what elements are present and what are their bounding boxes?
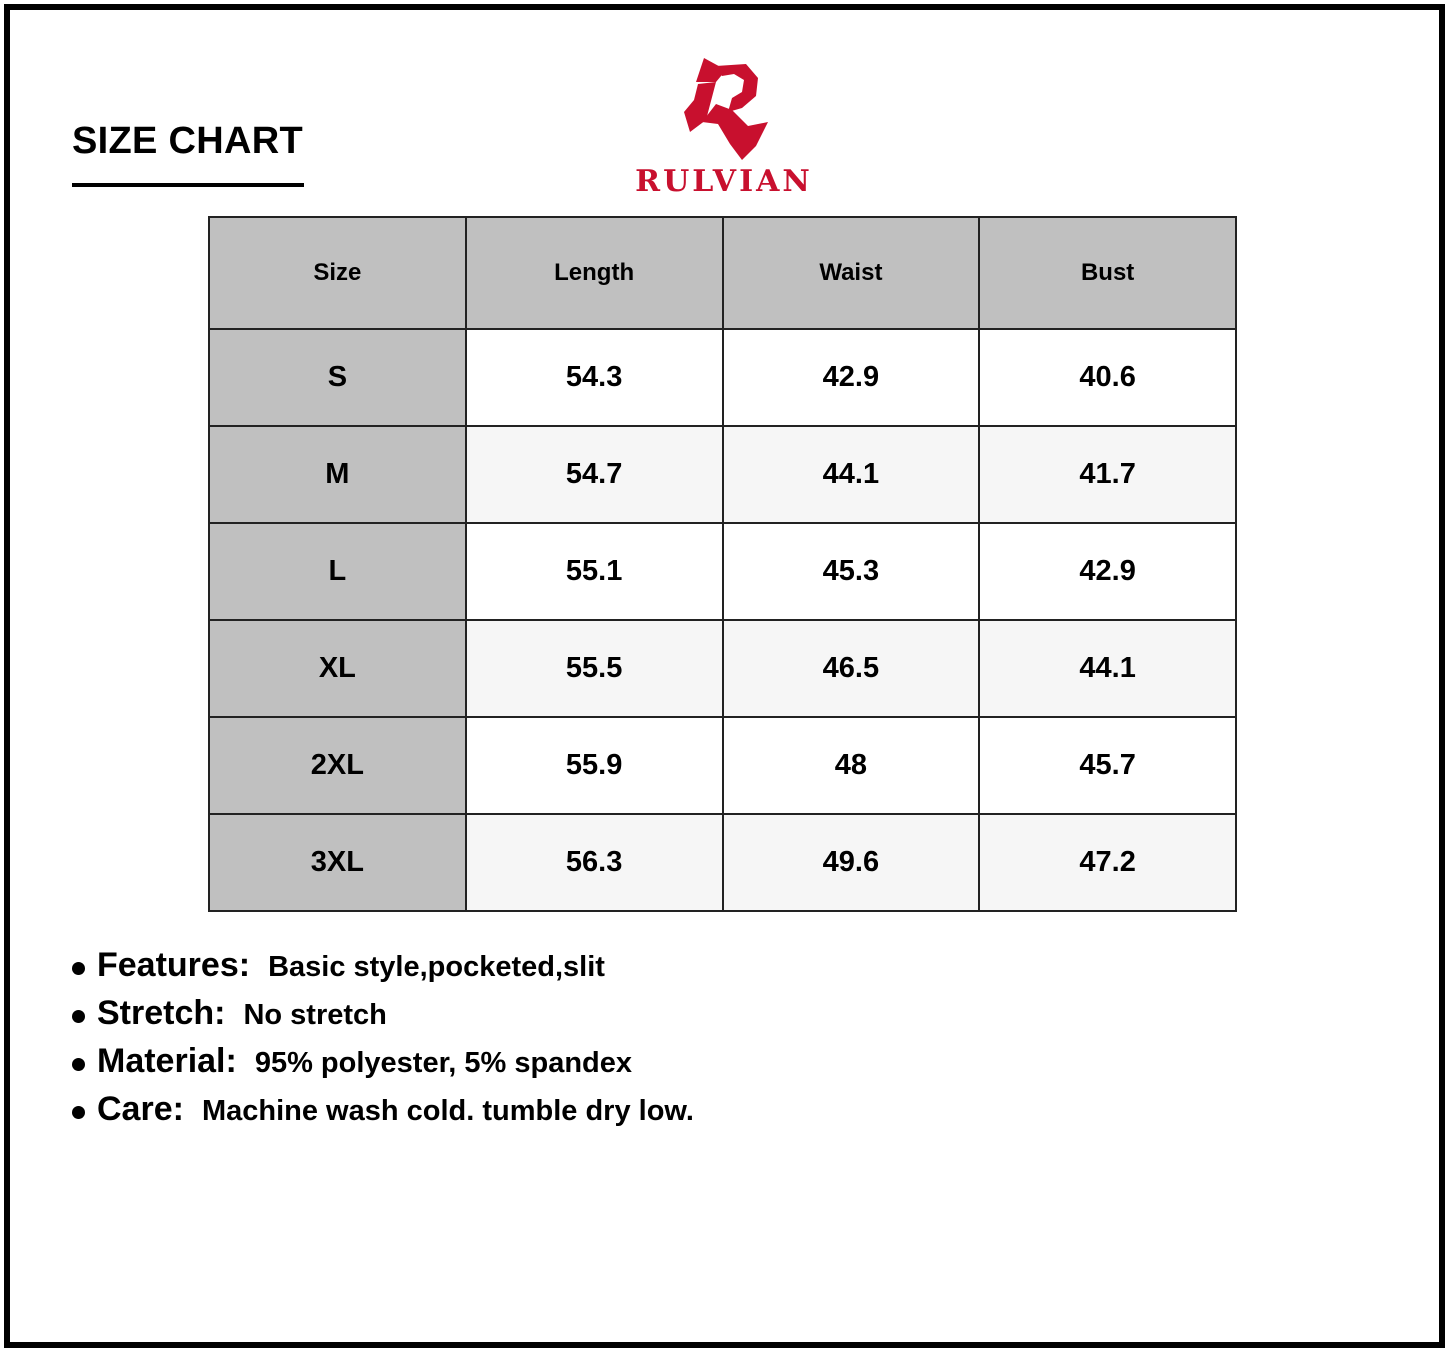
column-header-bust: Bust <box>979 217 1236 329</box>
size-cell: S <box>209 329 466 426</box>
table-row <box>209 814 1236 911</box>
spec-label: Care: <box>97 1090 184 1128</box>
spec-stretch <box>72 994 694 1042</box>
size-cell: M <box>209 426 466 523</box>
waist-cell: 42.9 <box>723 329 980 426</box>
product-specs <box>72 946 694 1138</box>
table-row <box>209 620 1236 717</box>
bullet-icon <box>72 962 85 975</box>
spec-value: Basic style,pocketed,slit <box>268 951 605 983</box>
bullet-icon <box>72 1010 85 1023</box>
length-cell: 55.5 <box>466 620 723 717</box>
brand-name: RULVIAN <box>635 164 813 199</box>
page-title: SIZE CHART <box>72 120 303 162</box>
size-cell: L <box>209 523 466 620</box>
title-underline <box>72 183 304 187</box>
table-row <box>209 717 1236 814</box>
bust-cell: 41.7 <box>979 426 1236 523</box>
spec-value: Machine wash cold. tumble dry low. <box>201 1095 694 1127</box>
bust-cell: 40.6 <box>979 329 1236 426</box>
table-header-row <box>209 217 1236 329</box>
table-row <box>209 523 1236 620</box>
length-cell: 56.3 <box>466 814 723 911</box>
waist-cell: 48 <box>723 717 980 814</box>
length-cell: 55.9 <box>466 717 723 814</box>
brand-logo <box>626 52 822 202</box>
spec-features <box>72 946 694 994</box>
spec-care <box>72 1090 694 1138</box>
brand-logo-icon <box>676 52 772 164</box>
waist-cell: 44.1 <box>723 426 980 523</box>
bullet-icon <box>72 1106 85 1119</box>
length-cell: 54.3 <box>466 329 723 426</box>
length-cell: 54.7 <box>466 426 723 523</box>
spec-label: Features: <box>97 946 251 984</box>
column-header-length: Length <box>466 217 723 329</box>
bust-cell: 44.1 <box>979 620 1236 717</box>
size-cell: XL <box>209 620 466 717</box>
bust-cell: 47.2 <box>979 814 1236 911</box>
spec-value: 95% polyester, 5% spandex <box>254 1047 633 1079</box>
length-cell: 55.1 <box>466 523 723 620</box>
spec-value: No stretch <box>243 999 387 1031</box>
spec-material <box>72 1042 694 1090</box>
size-cell: 2XL <box>209 717 466 814</box>
bullet-icon <box>72 1058 85 1071</box>
spec-label: Material: <box>97 1042 237 1080</box>
waist-cell: 49.6 <box>723 814 980 911</box>
column-header-waist: Waist <box>723 217 980 329</box>
waist-cell: 46.5 <box>723 620 980 717</box>
table-row <box>209 426 1236 523</box>
size-cell: 3XL <box>209 814 466 911</box>
bust-cell: 42.9 <box>979 523 1236 620</box>
waist-cell: 45.3 <box>723 523 980 620</box>
column-header-size: Size <box>209 217 466 329</box>
bust-cell: 45.7 <box>979 717 1236 814</box>
spec-label: Stretch: <box>97 994 226 1032</box>
table-row <box>209 329 1236 426</box>
size-chart-table <box>208 216 1237 912</box>
